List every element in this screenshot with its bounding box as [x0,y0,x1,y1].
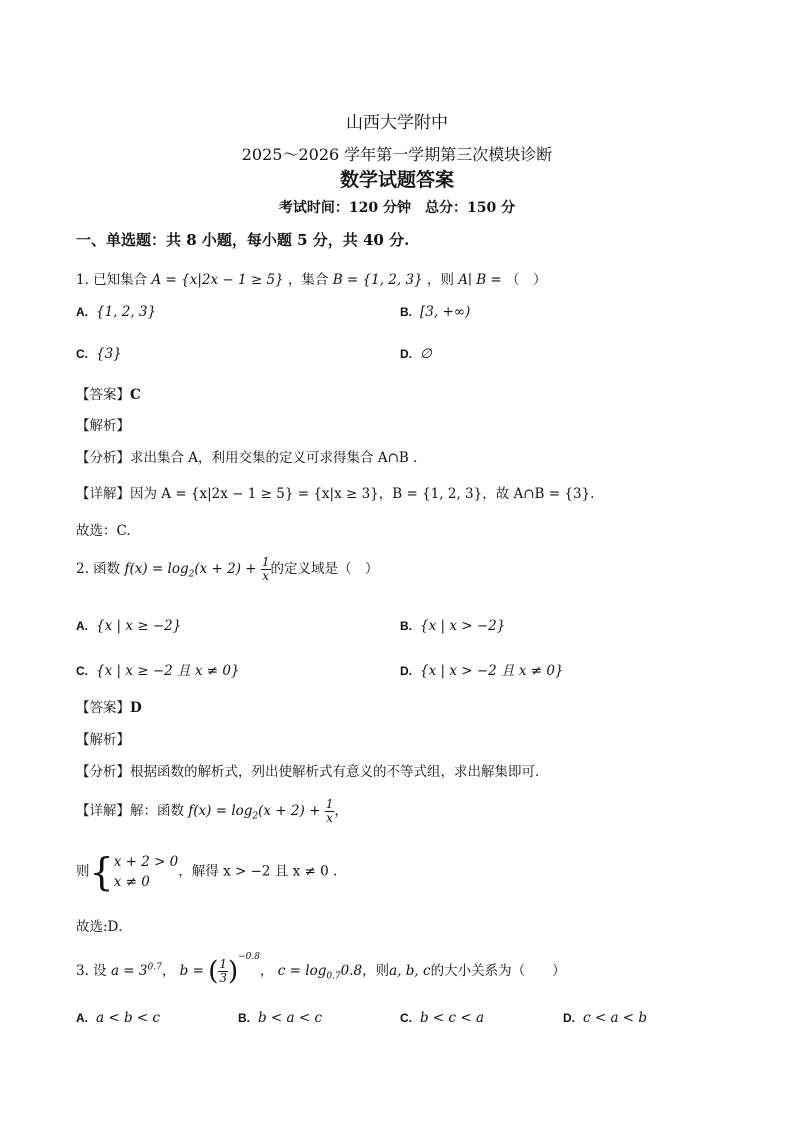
system-line-1: x + 2 > 0 [113,854,179,870]
q2-fraction [261,556,271,583]
q3-vars: a, b, c [389,963,431,979]
q3-stem-text: 3. 设 [76,963,107,979]
fraction-denominator: 3 [219,971,227,985]
q3-c-log-base: 0.7 [326,971,341,982]
option-label: A. [76,619,88,633]
q2-fenxi [76,760,549,780]
option-label: A. [76,1011,88,1025]
fenxi-text: 求出集合 A，利用交集的定义可求得集合 A∩B . [130,450,418,466]
q1-option-a [76,304,156,320]
q1-set-b: B = {1, 2, 3} [332,272,423,288]
q3-stem [76,952,566,987]
q1-choose: 故选：C. [76,523,131,539]
option-label: B. [400,305,412,319]
option-label: D. [563,1011,575,1025]
q1-analysis-tag: 【解析】 [76,418,130,434]
q2-answer [76,696,142,716]
xiangjie-log-base: 2 [252,811,259,822]
fraction-numerator: 1 [261,555,270,569]
q3-sep: ， [161,963,176,979]
q1-xiangjie [76,482,594,502]
answer-tag: 【答案】 [76,700,130,716]
xiangjie-text: 因为 A = {x|2x − 1 ≥ 5} = {x|x ≥ 3}，B = {1, 2, 3}，故 A∩B = {3}. [130,486,595,502]
q1-answer [76,383,141,403]
answer-tag: 【答案】 [76,387,130,403]
q3-sep2: ， [260,963,274,979]
q1-stem-text3: ，则 [426,272,454,288]
q1-option-b [400,304,470,320]
q2-stem-text2: 的定义域是（ ） [270,561,379,577]
xiangjie-end: ， [334,803,348,819]
q2-xiangjie [76,798,348,825]
q3-c-expr: c = log [277,963,327,979]
q1-option-c [76,346,122,362]
q2-system [76,852,337,892]
option-text: {x | x ≥ −2 且 x ≠ 0} [96,663,240,679]
xiangjie-tag: 【详解】 [76,486,130,502]
q1-option-d [400,346,432,362]
option-text: b < c < a [420,1010,485,1026]
q3-b-fraction [218,958,228,985]
fraction-denominator: x [326,811,333,825]
q1-stem-text: 1. 已知集合 [76,272,148,288]
fenxi-tag: 【分析】 [76,450,130,466]
q3-option-c [400,1010,484,1026]
q2-option-b [400,618,505,634]
q2-stem-text: 2. 函数 [76,561,121,577]
q1-expr: A∣ B = [458,272,502,288]
option-text: {1, 2, 3} [96,304,157,320]
option-text: {3} [96,346,122,362]
q1-fenxi [76,446,417,466]
section-title: 一、单选题：共 8 小题，每小题 5 分，共 40 分. [76,231,410,249]
fenxi-text: 根据函数的解析式，列出使解析式有意义的不等式组，求出解集即可． [130,764,549,780]
q2-option-a [76,618,181,634]
option-text: {x | x ≥ −2} [96,618,182,634]
xiangjie-fraction [325,798,335,825]
fraction-numerator: 1 [325,797,334,811]
option-text: {x | x > −2} [420,618,506,634]
q1-stem-text2: ，集合 [287,272,329,288]
q2-analysis-tag: 【解析】 [76,732,130,748]
q2-fx: f(x) = log [124,561,189,577]
answer-value: D [130,700,142,716]
system-lines [114,852,179,892]
q3-stem-text2: ，则 [362,963,390,979]
fraction-denominator: x [262,569,270,583]
system-result: ，解得 x > −2 且 x ≠ 0 . [178,863,338,880]
school-name: 山西大学附中 [346,113,448,133]
q3-a-exponent: 0.7 [147,962,162,973]
option-text: ∅ [420,346,432,362]
fenxi-tag: 【分析】 [76,764,130,780]
q3-a-expr: a = 3 [110,963,148,979]
option-text: [3, +∞) [420,304,471,320]
q2-choose: 故选:D． [76,919,132,935]
xiangjie-fx-arg: (x + 2) + [258,803,321,819]
left-brace-icon: { [89,850,114,894]
q3-option-b [238,1010,322,1026]
q1-blank: （ ） [506,272,547,288]
exam-info: 考试时间：120 分钟 总分：150 分 [278,200,516,216]
right-paren-icon: ) [227,956,239,987]
q2-option-d [400,659,564,679]
system-line-2: x ≠ 0 [113,874,150,890]
fraction-numerator: 1 [219,957,227,971]
q3-option-a [76,1010,160,1026]
answer-value: C [130,387,141,403]
subject-title: 数学试题答案 [339,169,454,191]
option-label: D. [400,347,412,361]
xiangjie-text: 解：函数 [130,803,184,819]
q1-stem [76,268,547,288]
q3-b-expr: b = [179,963,204,979]
xiangjie-fx: f(x) = log [188,803,253,819]
q3-b-exponent: −0.8 [238,952,260,962]
option-label: C. [400,1011,412,1025]
option-label: B. [400,619,412,633]
term-title: 2025～2026 学年第一学期第三次模块诊断 [241,145,553,164]
option-label: D. [400,664,412,678]
q2-stem [76,556,379,583]
left-paren-icon: ( [208,956,219,987]
xiangjie-tag: 【详解】 [76,803,130,819]
option-text: {x | x > −2 且 x ≠ 0} [420,663,564,679]
q3-stem-text3: 的大小关系为（ ） [430,963,566,979]
option-label: A. [76,305,88,319]
q1-set-a: A = {x|2x − 1 ≥ 5} [151,272,284,288]
option-label: C. [76,347,88,361]
option-label: B. [238,1011,250,1025]
option-text: a < b < c [96,1010,161,1026]
q2-log-base: 2 [188,569,195,580]
q2-option-c [76,659,240,679]
q3-option-d [563,1010,647,1026]
option-text: c < a < b [583,1010,648,1026]
option-label: C. [76,664,88,678]
system-prefix: 则 [76,863,90,880]
option-text: b < a < c [258,1010,323,1026]
q3-c-arg: 0.8 [340,963,363,979]
q2-fx-arg: (x + 2) + [194,561,257,577]
